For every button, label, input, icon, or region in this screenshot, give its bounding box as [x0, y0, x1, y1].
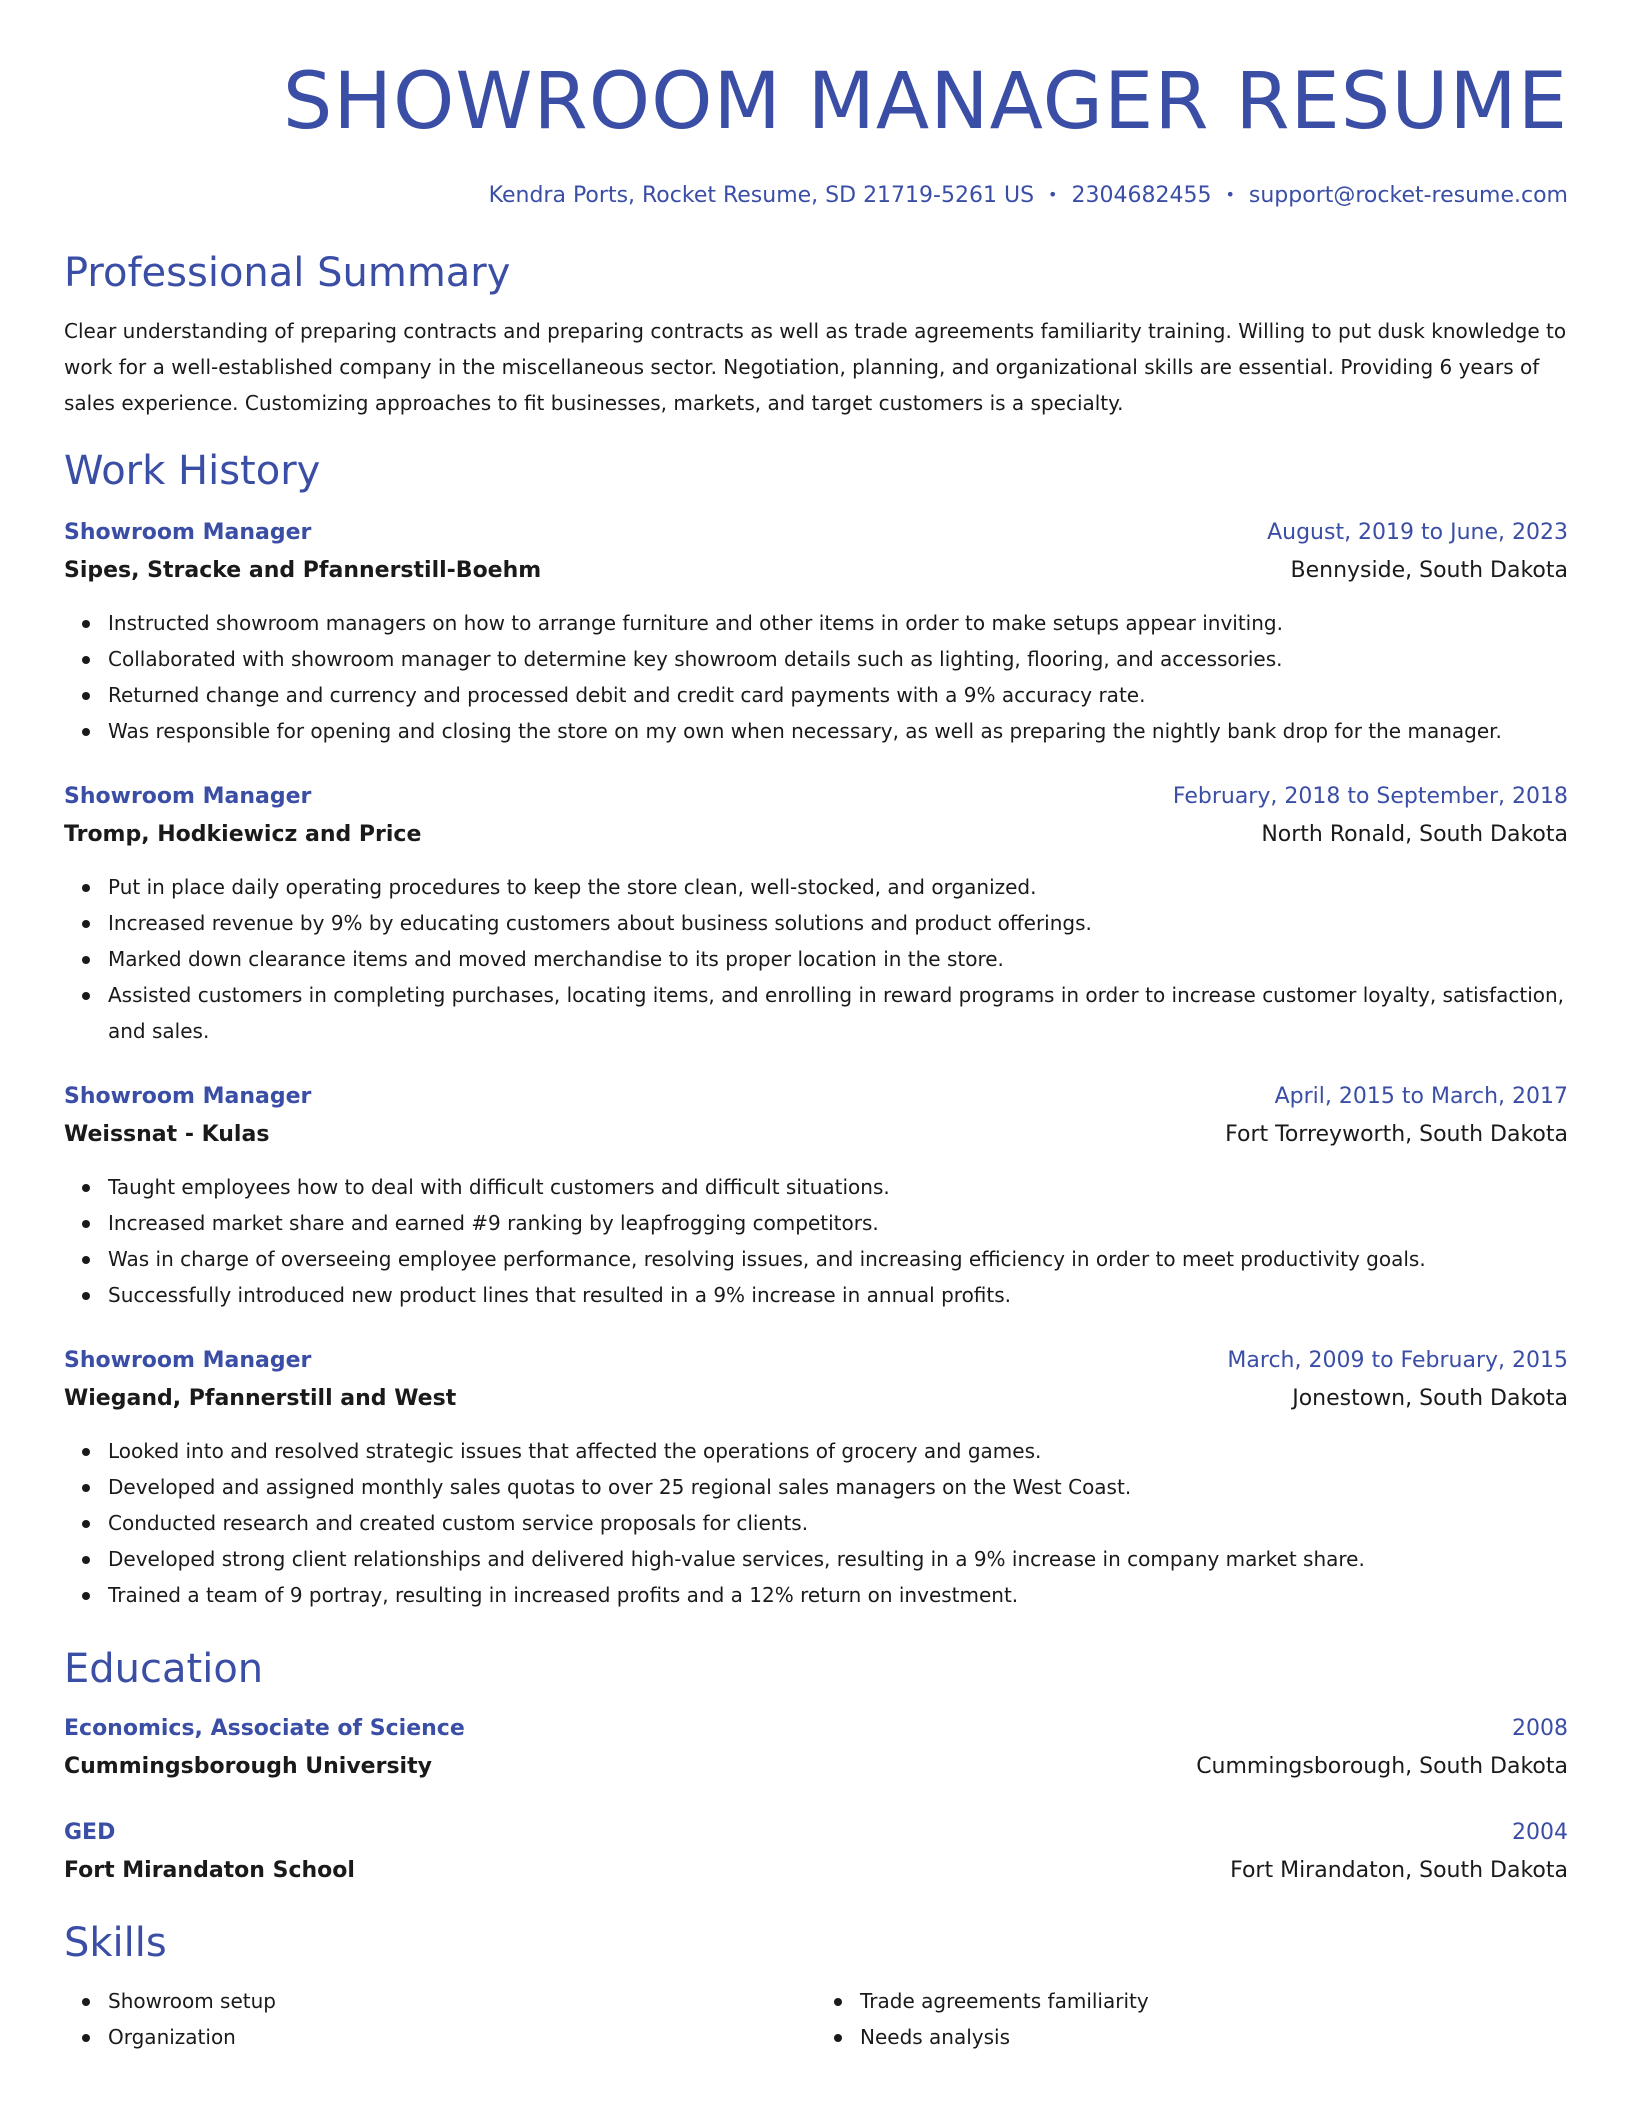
job-bullets [64, 869, 1568, 1049]
list-item: Instructed showroom managers on how to arrange furniture and other items in order to make setups appear inviting. [108, 605, 1568, 641]
job-location: North Ronald, South Dakota [1261, 822, 1568, 847]
job-company-row [64, 815, 1568, 853]
job-role: Showroom Manager [64, 520, 312, 545]
skill-item: Needs analysis [860, 2019, 1568, 2055]
contact-email: support@rocket-resume.com [1248, 183, 1568, 208]
skills-grid [64, 1983, 1568, 2055]
job-company: Wiegand, Pfannerstill and West [64, 1386, 457, 1411]
job-dates: February, 2018 to September, 2018 [1172, 784, 1568, 809]
job-entry [64, 1079, 1568, 1313]
job-dates: August, 2019 to June, 2023 [1267, 520, 1568, 545]
job-header-row [64, 515, 1568, 551]
education-location: Cummingsborough, South Dakota [1196, 1754, 1568, 1779]
resume-title: SHOWROOM MANAGER RESUME [282, 57, 1568, 147]
job-dates: April, 2015 to March, 2017 [1274, 1084, 1568, 1109]
job-bullets [64, 1169, 1568, 1313]
contact-separator: • [1048, 185, 1058, 204]
skill-item: Showroom setup [108, 1983, 816, 2019]
education-school: Cummingsborough University [64, 1754, 432, 1779]
contact-address: Kendra Ports, Rocket Resume, SD 21719-5261 US [488, 183, 1035, 208]
education-header-row [64, 1815, 1568, 1851]
list-item: Returned change and currency and processed debit and credit card payments with a 9% accuracy rate. [108, 677, 1568, 713]
job-header-row [64, 1343, 1568, 1379]
job-location: Bennyside, South Dakota [1290, 558, 1568, 583]
list-item: Developed and assigned monthly sales quotas to over 25 regional sales managers on the West Coast. [108, 1469, 1568, 1505]
job-company: Sipes, Stracke and Pfannerstill-Boehm [64, 558, 542, 583]
work-history-heading: Work History [64, 448, 321, 494]
list-item: Developed strong client relationships and delivered high-value services, resulting in a 9% increase in company market share. [108, 1541, 1568, 1577]
list-item: Conducted research and created custom service proposals for clients. [108, 1505, 1568, 1541]
list-item: Increased market share and earned #9 ranking by leapfrogging competitors. [108, 1205, 1568, 1241]
job-role: Showroom Manager [64, 784, 312, 809]
job-location: Fort Torreyworth, South Dakota [1225, 1122, 1568, 1147]
list-item: Increased revenue by 9% by educating customers about business solutions and product offerings. [108, 905, 1568, 941]
education-school-row [64, 1851, 1568, 1889]
list-item: Successfully introduced new product lines that resulted in a 9% increase in annual profits. [108, 1277, 1568, 1313]
summary-text: Clear understanding of preparing contracts and preparing contracts as well as trade agreements familiarity training. Willing to put dusk knowledge to work for a well-established company in the miscellaneous sector. Negotiation, planning, and organizational skills are essential. Providing 6 years of sales experience. Customizing approaches to fit businesses, markets, and target customers is a specialty. [64, 319, 1567, 415]
skills-column-left [64, 1983, 816, 2055]
list-item: Assisted customers in completing purchases, locating items, and enrolling in reward programs in order to increase customer loyalty, satisfaction, and sales. [108, 977, 1568, 1049]
education-heading: Education [64, 1646, 264, 1692]
job-entry [64, 779, 1568, 1049]
education-school: Fort Mirandaton School [64, 1858, 355, 1883]
education-year: 2004 [1512, 1820, 1568, 1845]
job-role: Showroom Manager [64, 1348, 312, 1373]
list-item: Trained a team of 9 portray, resulting in increased profits and a 12% return on investment. [108, 1577, 1568, 1613]
education-school-row [64, 1747, 1568, 1785]
education-entry [64, 1711, 1568, 1785]
job-header-row [64, 779, 1568, 815]
list-item: Was responsible for opening and closing the store on my own when necessary, as well as preparing the nightly bank drop for the manager. [108, 713, 1568, 749]
job-entry [64, 1343, 1568, 1613]
education-header-row [64, 1711, 1568, 1747]
education-degree: GED [64, 1820, 116, 1845]
job-company: Weissnat - Kulas [64, 1122, 270, 1147]
job-role: Showroom Manager [64, 1084, 312, 1109]
list-item: Marked down clearance items and moved merchandise to its proper location in the store. [108, 941, 1568, 977]
list-item: Taught employees how to deal with difficult customers and difficult situations. [108, 1169, 1568, 1205]
job-location: Jonestown, South Dakota [1292, 1386, 1568, 1411]
job-company-row [64, 1379, 1568, 1417]
job-dates: March, 2009 to February, 2015 [1227, 1348, 1568, 1373]
contact-separator: • [1225, 185, 1235, 204]
education-year: 2008 [1512, 1716, 1568, 1741]
list-item: Put in place daily operating procedures to keep the store clean, well-stocked, and organized. [108, 869, 1568, 905]
education-degree: Economics, Associate of Science [64, 1716, 465, 1741]
contact-line [64, 180, 1568, 211]
job-company-row [64, 1115, 1568, 1153]
education-location: Fort Mirandaton, South Dakota [1230, 1858, 1568, 1883]
education-entry [64, 1815, 1568, 1889]
skills-column-right [816, 1983, 1568, 2055]
skills-heading: Skills [64, 1920, 167, 1966]
list-item: Collaborated with showroom manager to determine key showroom details such as lighting, flooring, and accessories. [108, 641, 1568, 677]
resume-page [64, 52, 1568, 2055]
job-company-row [64, 551, 1568, 589]
list-item: Looked into and resolved strategic issues that affected the operations of grocery and games. [108, 1433, 1568, 1469]
list-item: Was in charge of overseeing employee performance, resolving issues, and increasing efficiency in order to meet productivity goals. [108, 1241, 1568, 1277]
contact-phone: 2304682455 [1071, 183, 1212, 208]
job-header-row [64, 1079, 1568, 1115]
job-entry [64, 515, 1568, 749]
summary-heading: Professional Summary [64, 250, 511, 296]
job-bullets [64, 1433, 1568, 1613]
skill-item: Trade agreements familiarity [860, 1983, 1568, 2019]
job-bullets [64, 605, 1568, 749]
job-company: Tromp, Hodkiewicz and Price [64, 822, 422, 847]
skill-item: Organization [108, 2019, 816, 2055]
